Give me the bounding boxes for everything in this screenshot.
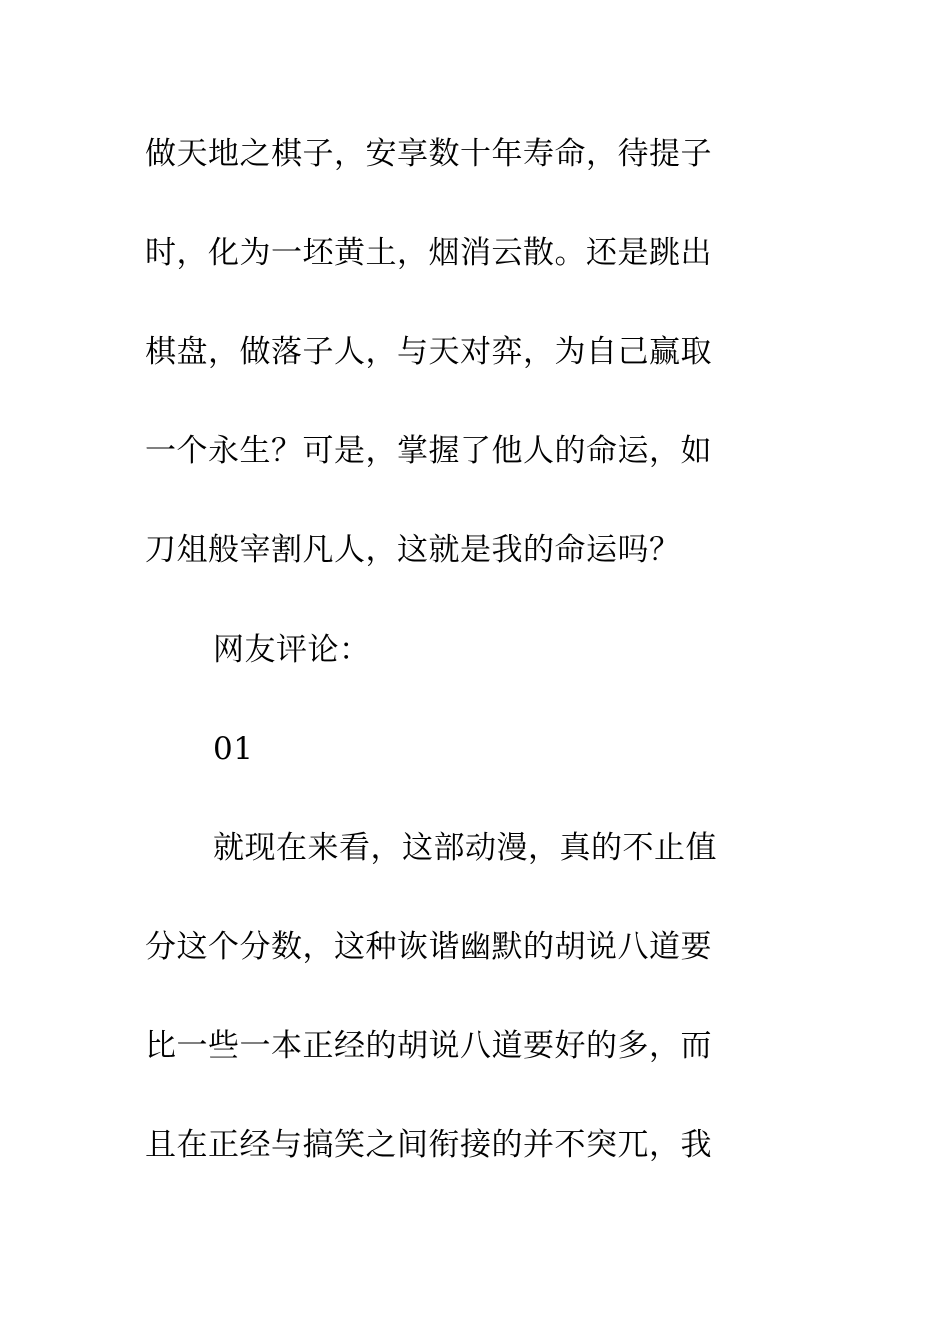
text-line: 做天地之棋子，安享数十年寿命，待提子 — [145, 136, 712, 172]
comments-heading: 网友评论： — [213, 632, 371, 668]
text-line: 棋盘，做落子人，与天对弈，为自己赢取 — [145, 334, 712, 370]
comment-number: 01 — [213, 731, 254, 767]
text-line: 比一些一本正经的胡说八道要好的多，而 — [145, 1028, 712, 1064]
text-line: 且在正经与搞笑之间衔接的并不突兀，我 — [145, 1127, 712, 1163]
text-line: 分这个分数，这种诙谐幽默的胡说八道要 — [145, 929, 712, 965]
text-line: 一个永生？可是，掌握了他人的命运，如 — [145, 433, 712, 469]
text-line: 刀俎般宰割凡人，这就是我的命运吗？ — [145, 532, 681, 568]
text-line: 时，化为一坯黄土，烟消云散。还是跳出 — [145, 235, 712, 271]
text-line: 就现在来看，这部动漫，真的不止值 — [213, 830, 717, 866]
